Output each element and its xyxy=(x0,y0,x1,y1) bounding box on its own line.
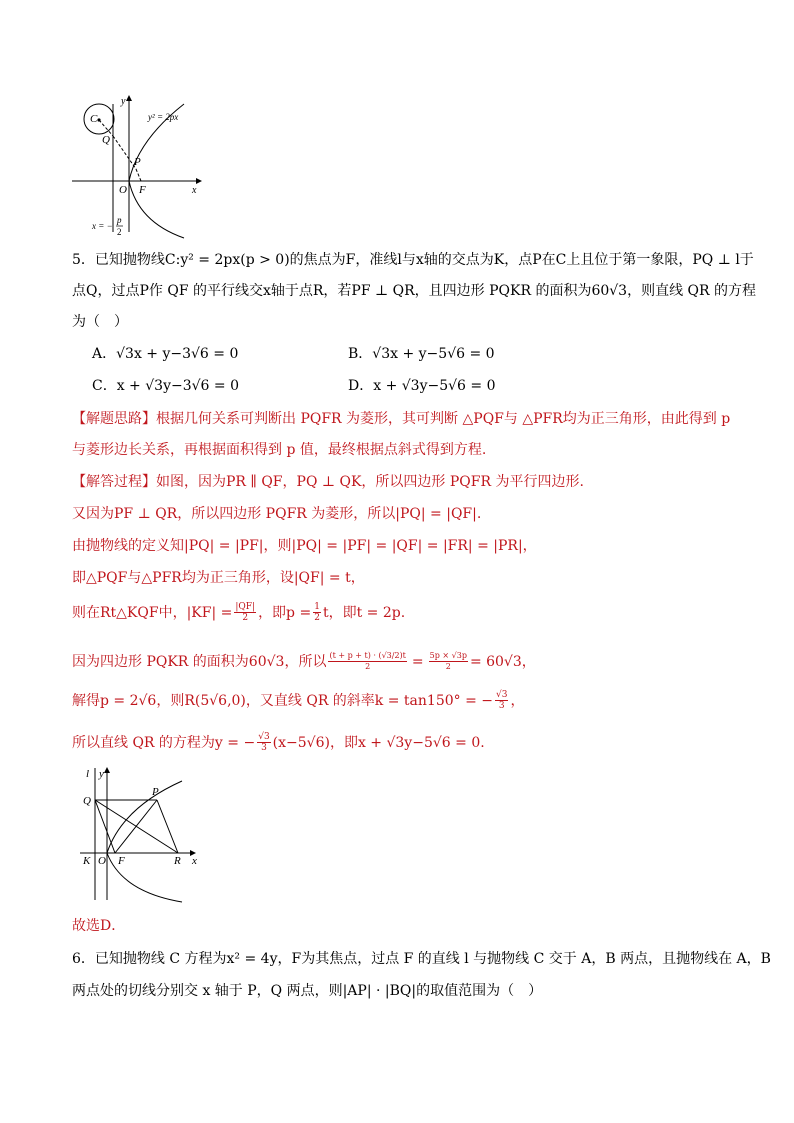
line7-text-a: 解得p = 2√6，则R(5√6,0)，又直线 QR 的斜率k = tan150° = − xyxy=(72,692,493,709)
label-directrix-2: 2 xyxy=(117,227,122,237)
x-axis-arrow xyxy=(196,178,202,184)
fraction-numerator: 5p × √3p xyxy=(429,651,467,660)
solution-idea-text: 根据几何关系可判断出 PQFR 为菱形，其可判断 △PQF与 △PFR均为正三角形，由此得到 p xyxy=(156,411,731,427)
label-P: P xyxy=(134,156,141,168)
line8-text-b: (x−5√6)，即x + √3y−5√6 = 0. xyxy=(272,734,485,751)
problem5-stem-line2: 点Q，过点P作 QF 的平行线交x轴于点R，若PF ⊥ QR，且四边形 PQKR 的面积为60√3，则直线 QR 的方程 xyxy=(72,283,757,299)
y-axis-arrow xyxy=(126,95,132,101)
solution-process-line4: 即△PQF与△PFR均为正三角形，设|QF| = t， xyxy=(72,570,365,586)
fraction-denominator: 3 xyxy=(261,743,267,753)
fraction-denominator: 2 xyxy=(445,662,451,671)
solution-process-line8 xyxy=(72,732,485,753)
line5-text-c: t，即t = 2p. xyxy=(322,604,406,621)
line5-text-b: ，即p = xyxy=(258,604,312,621)
segment-PR xyxy=(157,800,178,853)
fraction-area-1 xyxy=(328,651,406,672)
fraction-numerator: √3 xyxy=(258,732,270,742)
label-P: P xyxy=(152,786,159,798)
fraction-area-2 xyxy=(429,651,468,672)
fraction-denominator: 2 xyxy=(365,662,371,671)
solution-process-line6 xyxy=(72,651,536,672)
dashed-PF xyxy=(136,169,141,181)
label-O: O xyxy=(119,184,127,196)
solution-process-line7 xyxy=(72,690,524,711)
solution-process-line5 xyxy=(72,602,405,623)
fraction-numerator: 1 xyxy=(314,602,320,612)
option-D[interactable]: D．x + √3y−5√6 = 0 xyxy=(348,378,496,394)
label-C: C xyxy=(90,113,98,125)
problem6-stem-line2: 两点处的切线分别交 x 轴于 P，Q 两点，则|AP| · |BQ|的取值范围为（ ） xyxy=(72,983,543,999)
segment-QF xyxy=(95,800,115,853)
option-B[interactable]: B．√3x + y−5√6 = 0 xyxy=(348,346,495,362)
label-directrix: x = − xyxy=(92,221,113,231)
label-l: l xyxy=(86,768,90,780)
y-axis-arrow xyxy=(104,767,110,773)
solution-idea-line1 xyxy=(72,409,730,429)
fraction-qf-2 xyxy=(234,602,256,623)
option-C[interactable]: C．x + √3y−3√6 = 0 xyxy=(92,378,239,394)
label-y: y xyxy=(99,768,104,780)
fraction-denominator: 2 xyxy=(314,613,320,623)
solution-process-line1 xyxy=(72,472,584,492)
solution-process-label: 【解答过程】 xyxy=(72,474,156,490)
label-directrix-p: p xyxy=(117,215,122,225)
dashed-QP xyxy=(113,136,136,169)
answer-text: 故选D． xyxy=(72,918,126,934)
parabola-figure-1 xyxy=(68,92,208,242)
label-curve: y² = 2px xyxy=(148,112,179,122)
fraction-sqrt3-3 xyxy=(495,690,508,711)
line6-equals: = xyxy=(411,653,424,670)
label-Q: Q xyxy=(102,134,110,146)
parabola-figure-2 xyxy=(78,764,208,904)
line6-text-a: 因为四边形 PQKR 的面积为60√3，所以 xyxy=(72,653,327,670)
label-Q: Q xyxy=(83,795,91,807)
label-O: O xyxy=(98,855,106,867)
solution-idea-line2: 与菱形边长关系，再根据面积得到 p 值，最终根据点斜式得到方程. xyxy=(72,442,487,458)
line5-text-a: 则在Rt△KQF中，|KF| = xyxy=(72,604,233,621)
fraction-denominator: 3 xyxy=(498,701,505,711)
solution-idea-label: 【解题思路】 xyxy=(72,411,156,427)
fraction-numerator: √3 xyxy=(496,690,508,700)
fraction-sqrt3-3 xyxy=(257,732,270,753)
line8-text-a: 所以直线 QR 的方程为y = − xyxy=(72,734,256,751)
label-R: R xyxy=(174,855,181,867)
label-x: x xyxy=(192,855,197,867)
fraction-numerator: (t + p + t) · (√3/2)t xyxy=(329,651,406,660)
line6-text-b: = 60√3， xyxy=(469,653,536,670)
parabola-curve xyxy=(107,781,182,902)
fraction-denominator: 2 xyxy=(242,613,249,623)
label-y: y xyxy=(121,96,126,107)
label-x: x xyxy=(192,185,197,196)
line7-text-b: ， xyxy=(510,692,525,709)
solution-process-line2: 又因为PF ⊥ QR，所以四边形 PQFR 为菱形，所以|PQ| = |QF|. xyxy=(72,506,482,522)
problem6-stem-line1: 6．已知抛物线 C 方程为x² = 4y，F为其焦点，过点 F 的直线 l 与抛物线 C 交于 A，B 两点，且抛物线在 A，B xyxy=(72,951,771,967)
fraction-half xyxy=(313,602,321,623)
label-K: K xyxy=(83,855,91,867)
solution-process-text: 如图，因为PR ∥ QF，PQ ⊥ QK，所以四边形 PQFR 为平行四边形. xyxy=(156,474,584,490)
label-F: F xyxy=(139,184,146,196)
solution-process-line3: 由抛物线的定义知|PQ| = |PF|，则|PQ| = |PF| = |QF| = |FR| = |PR|， xyxy=(72,538,537,554)
label-F: F xyxy=(118,855,125,867)
problem5-stem-line1: 5．已知抛物线C:y² = 2px(p > 0)的焦点为F，准线l与x轴的交点为K，点P在C上且位于第一象限，PQ ⊥ l于 xyxy=(72,252,754,268)
fraction-numerator: |QF| xyxy=(235,602,256,612)
option-A[interactable]: A．√3x + y−3√6 = 0 xyxy=(92,346,239,362)
problem5-stem-line3: 为（ ） xyxy=(72,314,128,330)
